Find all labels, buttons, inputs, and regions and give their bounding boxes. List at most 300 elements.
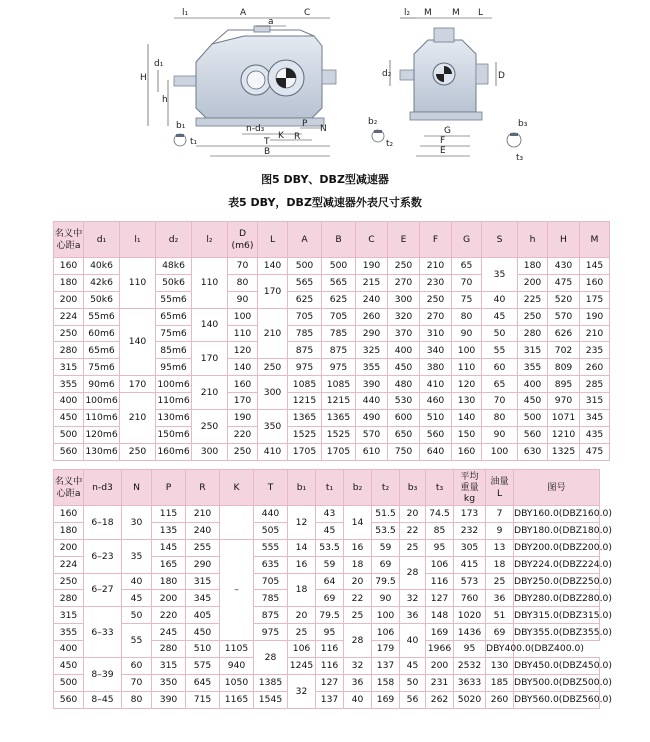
table-row	[54, 573, 600, 590]
table-cell: 130m6	[84, 443, 120, 460]
table-cell: 440	[254, 506, 288, 523]
table-cell: 315	[54, 607, 84, 624]
table-cell: 110m6	[84, 410, 120, 427]
header-line: A	[301, 233, 308, 245]
table-row	[54, 658, 600, 675]
header-line: L	[269, 233, 276, 245]
table-cell: 100m6	[156, 376, 192, 393]
table-cell: DBY200.0(DBZ200.0)	[514, 539, 600, 556]
table-caption: 表5 DBY，DBZ型减速器外表尺寸系数	[228, 196, 422, 209]
table-cell: 450	[54, 410, 84, 427]
column-header	[192, 222, 228, 258]
table-cell: 560	[518, 426, 548, 443]
header-line: 油量	[490, 476, 509, 488]
table-cell: 65m6	[84, 342, 120, 359]
table-cell: 480	[388, 376, 420, 393]
table-cell: 90	[452, 325, 482, 342]
table-cell: 40	[344, 691, 372, 708]
column-header	[486, 470, 514, 506]
table-cell: 255	[186, 539, 220, 556]
table-cell: 355	[54, 624, 84, 641]
table-cell: 285	[580, 376, 610, 393]
dim-F: F	[440, 136, 446, 146]
table-row	[54, 539, 600, 556]
table-cell: 600	[388, 410, 420, 427]
table-cell: 1525	[322, 426, 356, 443]
table-cell: 170	[192, 342, 228, 376]
table-cell: 55	[122, 624, 152, 658]
table-cell: 120	[452, 376, 482, 393]
table-cell: 116	[316, 641, 344, 658]
column-header	[84, 470, 122, 506]
column-header	[120, 222, 156, 258]
table-cell: 200	[426, 658, 454, 675]
table-cell: 179	[372, 641, 400, 658]
table-cell: 315	[152, 658, 186, 675]
table-cell: 160m6	[156, 443, 192, 460]
table-cell: 355	[518, 359, 548, 376]
header-line: h	[529, 233, 536, 245]
table-cell: 51	[486, 607, 514, 624]
table-cell: 235	[580, 342, 610, 359]
table-cell: 50	[482, 325, 518, 342]
table-cell: 315	[580, 393, 610, 410]
header-line: R	[199, 481, 206, 493]
table-cell: 106	[426, 556, 454, 573]
table-row	[54, 691, 600, 708]
table-cell: 475	[580, 443, 610, 460]
table-cell: 135	[152, 522, 186, 539]
table-row	[54, 393, 610, 410]
table-cell: DBY500.0(DBZ500.0)	[514, 674, 600, 691]
table-cell: 100	[452, 342, 482, 359]
column-header	[482, 222, 518, 258]
table-cell: 450	[186, 624, 220, 641]
table-cell: 305	[454, 539, 486, 556]
table-cell: 1365	[288, 410, 322, 427]
table-cell: 80	[122, 691, 152, 708]
column-header	[288, 470, 316, 506]
header-line: K	[233, 481, 240, 493]
table-cell: 160	[452, 443, 482, 460]
table-cell: 70	[228, 258, 258, 275]
dim-b3: b₃	[518, 119, 528, 129]
table-cell: 180	[54, 274, 84, 291]
table-cell: 20	[344, 573, 372, 590]
dim-d2: d₂	[382, 69, 392, 79]
table-cell: 280	[54, 590, 84, 607]
column-header	[400, 470, 426, 506]
table-cell: 150m6	[156, 426, 192, 443]
dim-b1: b₁	[176, 121, 186, 131]
table-row	[54, 674, 600, 691]
table-cell: 975	[288, 359, 322, 376]
table-row	[54, 624, 600, 641]
table-cell: 140	[258, 258, 288, 275]
table-cell: DBY280.0(DBZ280.0)	[514, 590, 600, 607]
column-header	[228, 222, 258, 258]
table-cell: 80	[482, 410, 518, 427]
table-cell: 280	[518, 325, 548, 342]
table-cell: 232	[454, 522, 486, 539]
table-cell: 65	[482, 376, 518, 393]
table-cell: 90	[482, 426, 518, 443]
header-line: P	[165, 481, 172, 493]
dim-T: T	[264, 137, 270, 147]
table-header-row	[54, 470, 600, 506]
table-cell: 500	[322, 258, 356, 275]
table-cell: 59	[316, 556, 344, 573]
header-line: 名义中	[54, 228, 83, 240]
dim-P: P	[302, 119, 308, 129]
table-cell: 970	[548, 393, 580, 410]
header-line: (m6)	[231, 239, 254, 251]
table-cell: 460	[420, 393, 452, 410]
table-cell: 148	[426, 607, 454, 624]
table-cell: 250	[192, 410, 228, 444]
table-cell: 32	[344, 658, 372, 675]
dim-D: D	[498, 71, 505, 81]
table-cell: 12	[288, 506, 316, 540]
table-cell: 895	[548, 376, 580, 393]
table-cell: 120	[228, 342, 258, 359]
table-cell: 570	[356, 426, 388, 443]
header-line: L	[496, 487, 503, 499]
table-cell: 565	[322, 274, 356, 291]
table-cell: 9	[486, 522, 514, 539]
table-cell: 245	[152, 624, 186, 641]
header-line: T	[267, 481, 274, 493]
table-cell: 127	[316, 674, 344, 691]
table-cell: 300	[192, 443, 228, 460]
dim-L: L	[478, 8, 484, 18]
dim-H: H	[140, 73, 147, 83]
table-cell: 260	[486, 691, 514, 708]
header-line: S	[496, 233, 503, 245]
table-cell: 200	[54, 539, 84, 556]
dim-A: A	[240, 8, 247, 18]
table-row	[54, 376, 610, 393]
table-cell: 20	[288, 607, 316, 624]
table-cell: 250	[420, 291, 452, 308]
table-cell: 160	[54, 258, 84, 275]
dim-E: E	[440, 146, 446, 156]
header-line: l₁	[134, 233, 141, 245]
table-cell: 74.5	[426, 506, 454, 523]
table-cell: 875	[254, 607, 288, 624]
table-cell: 35	[482, 258, 518, 292]
table-cell: 430	[548, 258, 580, 275]
table-cell: 160	[580, 274, 610, 291]
header-line: N	[133, 481, 140, 493]
table-cell: 355	[54, 376, 84, 393]
table-cell: 1050	[220, 674, 254, 691]
table-cell: 140	[192, 308, 228, 342]
table-cell: 630	[518, 443, 548, 460]
table-cell: 53.5	[316, 539, 344, 556]
table-cell: 42k6	[84, 274, 120, 291]
table-cell: 645	[186, 674, 220, 691]
table-cell: 160	[228, 376, 258, 393]
table-cell: 230	[420, 274, 452, 291]
table-row	[54, 308, 610, 325]
table-cell: 32	[288, 674, 316, 708]
dim-d1: d₁	[154, 59, 164, 69]
table-cell: 500	[518, 410, 548, 427]
table-row	[54, 590, 600, 607]
table-cell: 70	[452, 274, 482, 291]
dim-G: G	[444, 126, 451, 136]
table-cell: 190	[580, 308, 610, 325]
table-cell: 809	[548, 359, 580, 376]
table-cell: 165	[152, 556, 186, 573]
table-cell: 875	[288, 342, 322, 359]
column-header	[156, 222, 192, 258]
table-cell: 785	[254, 590, 288, 607]
table-cell: 560	[54, 443, 84, 460]
table-cell: 1525	[288, 426, 322, 443]
column-header	[548, 222, 580, 258]
weight-table	[53, 469, 612, 709]
table-cell: 28	[400, 556, 426, 590]
header-line: d₂	[168, 233, 179, 245]
dim-nd3: n-d₃	[246, 124, 265, 134]
table-cell: 1085	[322, 376, 356, 393]
table-cell: 79.5	[372, 573, 400, 590]
header-line: B	[335, 233, 342, 245]
table-cell: 570	[548, 308, 580, 325]
table-cell: 1545	[254, 691, 288, 708]
table-cell: 110	[120, 258, 156, 309]
table-cell: 8–45	[84, 691, 122, 708]
table-cell: 220	[228, 426, 258, 443]
table-cell: 45	[316, 522, 344, 539]
table-cell: 100	[372, 607, 400, 624]
column-header	[514, 470, 600, 506]
column-header	[254, 470, 288, 506]
table-cell: 14	[344, 506, 372, 540]
table-cell: 1085	[288, 376, 322, 393]
table-cell: 60	[122, 658, 152, 675]
table-cell: 173	[454, 506, 486, 523]
table-cell: 400	[54, 393, 84, 410]
table-cell: 750	[388, 443, 420, 460]
table-row	[54, 607, 600, 624]
table-cell: 300	[258, 376, 288, 410]
table-cell: 160	[54, 506, 84, 523]
column-header	[420, 222, 452, 258]
header-line: 心距a	[56, 487, 81, 499]
table-cell: 505	[254, 522, 288, 539]
table-cell: 65	[452, 258, 482, 275]
table-cell: 70	[482, 393, 518, 410]
table-cell: 250	[518, 308, 548, 325]
table-cell: 1210	[548, 426, 580, 443]
table-cell: 100m6	[84, 393, 120, 410]
table-cell: 25	[400, 539, 426, 556]
table-cell: 80	[228, 274, 258, 291]
table-cell: 130	[452, 393, 482, 410]
header-line: 名义中	[54, 476, 83, 488]
table-cell: 310	[420, 325, 452, 342]
table-cell: 1385	[254, 674, 288, 691]
table-cell: 95	[316, 624, 344, 641]
dim-l1: l₁	[182, 8, 189, 18]
column-header	[186, 470, 220, 506]
table-cell: 36	[486, 590, 514, 607]
table-cell: 380	[420, 359, 452, 376]
table-cell: 702	[548, 342, 580, 359]
table-cell: 300	[388, 291, 420, 308]
table-cell: 231	[426, 674, 454, 691]
table-cell: 315	[54, 359, 84, 376]
table-cell: 25	[288, 624, 316, 641]
table-cell: 30	[122, 506, 152, 540]
table-cell: 500	[288, 258, 322, 275]
figure-caption: 图5 DBY、DBZ型减速器	[261, 173, 389, 186]
table-cell: 116	[426, 573, 454, 590]
table-cell: 270	[420, 308, 452, 325]
table-cell: 555	[254, 539, 288, 556]
table-cell: 22	[400, 522, 426, 539]
table-cell: 200	[518, 274, 548, 291]
table-cell: 715	[186, 691, 220, 708]
table-cell: 210	[192, 376, 228, 410]
table-cell: 145	[152, 539, 186, 556]
table-cell: 560	[54, 691, 84, 708]
table-cell: 345	[580, 410, 610, 427]
table-cell: 475	[548, 274, 580, 291]
table-cell: 280	[152, 641, 186, 658]
column-header	[258, 222, 288, 258]
table-cell: 345	[186, 590, 220, 607]
table-cell: 137	[316, 691, 344, 708]
table-cell: 90	[228, 291, 258, 308]
table-cell: 40	[122, 573, 152, 590]
header-line: M	[590, 233, 599, 245]
header-line: kg	[463, 493, 476, 505]
table-cell: 18	[344, 556, 372, 573]
table-cell: DBY400.0(DBZ400.0)	[486, 641, 514, 658]
header-line: t₃	[435, 481, 444, 493]
table-cell: 22	[344, 590, 372, 607]
table-cell: 1966	[426, 641, 454, 658]
table-cell: 640	[420, 443, 452, 460]
column-header	[344, 470, 372, 506]
header-line: 重量	[460, 481, 479, 493]
table-cell: 180	[54, 522, 84, 539]
table-cell: 36	[400, 607, 426, 624]
table-cell: 3633	[454, 674, 486, 691]
table-cell: 137	[372, 658, 400, 675]
table-cell: 1071	[548, 410, 580, 427]
table-cell: 170	[120, 376, 156, 393]
table-cell: 69	[316, 590, 344, 607]
table-cell: 440	[356, 393, 388, 410]
dim-M-right: M	[452, 8, 460, 18]
dim-C: C	[304, 8, 311, 18]
table-cell: 95m6	[156, 359, 192, 376]
table-cell: DBY160.0(DBZ160.0)	[514, 506, 600, 523]
table-cell: 250	[228, 443, 258, 460]
table-cell: 70	[122, 674, 152, 691]
table-cell: 650	[388, 426, 420, 443]
column-header	[54, 470, 84, 506]
table-cell: 635	[254, 556, 288, 573]
table-cell: 85	[426, 522, 454, 539]
table-cell: 626	[548, 325, 580, 342]
table-cell: 320	[388, 308, 420, 325]
table-cell: 262	[426, 691, 454, 708]
column-header	[152, 470, 186, 506]
table-cell: 6–27	[84, 573, 122, 607]
table-cell: 875	[322, 342, 356, 359]
table-cell: 250	[54, 573, 84, 590]
table-cell: 90	[372, 590, 400, 607]
table-cell: DBY180.0(DBZ180.0)	[514, 522, 600, 539]
table-cell: 59	[372, 539, 400, 556]
column-header	[84, 222, 120, 258]
table-cell: 115	[152, 506, 186, 523]
column-header	[454, 470, 486, 506]
table-cell: 40k6	[84, 258, 120, 275]
column-header	[452, 222, 482, 258]
column-header	[322, 222, 356, 258]
table-cell: 6–18	[84, 506, 122, 540]
table-cell: 210	[120, 393, 156, 444]
header-line: t₂	[381, 481, 390, 493]
table-cell: 7	[486, 506, 514, 523]
table-cell: 28	[254, 641, 288, 675]
header-line: b₂	[352, 481, 363, 493]
table-cell: 224	[54, 308, 84, 325]
table-cell: 1436	[454, 624, 486, 641]
column-header	[316, 470, 344, 506]
table-cell: 16	[288, 556, 316, 573]
table-cell: 560	[420, 426, 452, 443]
column-header	[372, 470, 400, 506]
table-cell: 150	[452, 426, 482, 443]
table-cell	[220, 506, 254, 540]
table-cell: 400	[388, 342, 420, 359]
table-cell: 1245	[288, 658, 316, 675]
table-cell: 100	[482, 443, 518, 460]
table-cell: 705	[288, 308, 322, 325]
table-cell: 240	[356, 291, 388, 308]
table-cell: 50	[400, 674, 426, 691]
table-cell: 450	[54, 658, 84, 675]
column-header	[426, 470, 454, 506]
table-cell: 490	[356, 410, 388, 427]
table-cell: 130m6	[156, 410, 192, 427]
dim-a: a	[268, 17, 274, 27]
table-cell: 1705	[288, 443, 322, 460]
reducer-drawings	[0, 0, 650, 170]
table-cell: 106	[372, 624, 400, 641]
table-cell: DBY560.0(DBZ560.0)	[514, 691, 600, 708]
table-cell: 14	[288, 539, 316, 556]
table-cell: 190	[228, 410, 258, 427]
table-cell: 200	[152, 590, 186, 607]
table-cell: 575	[186, 658, 220, 675]
table-cell: 350	[152, 674, 186, 691]
column-header	[580, 222, 610, 258]
table-cell: 25	[344, 607, 372, 624]
table-cell: 225	[518, 291, 548, 308]
table-cell: 625	[322, 291, 356, 308]
table-cell: 18	[486, 556, 514, 573]
table-cell: 110	[192, 258, 228, 309]
